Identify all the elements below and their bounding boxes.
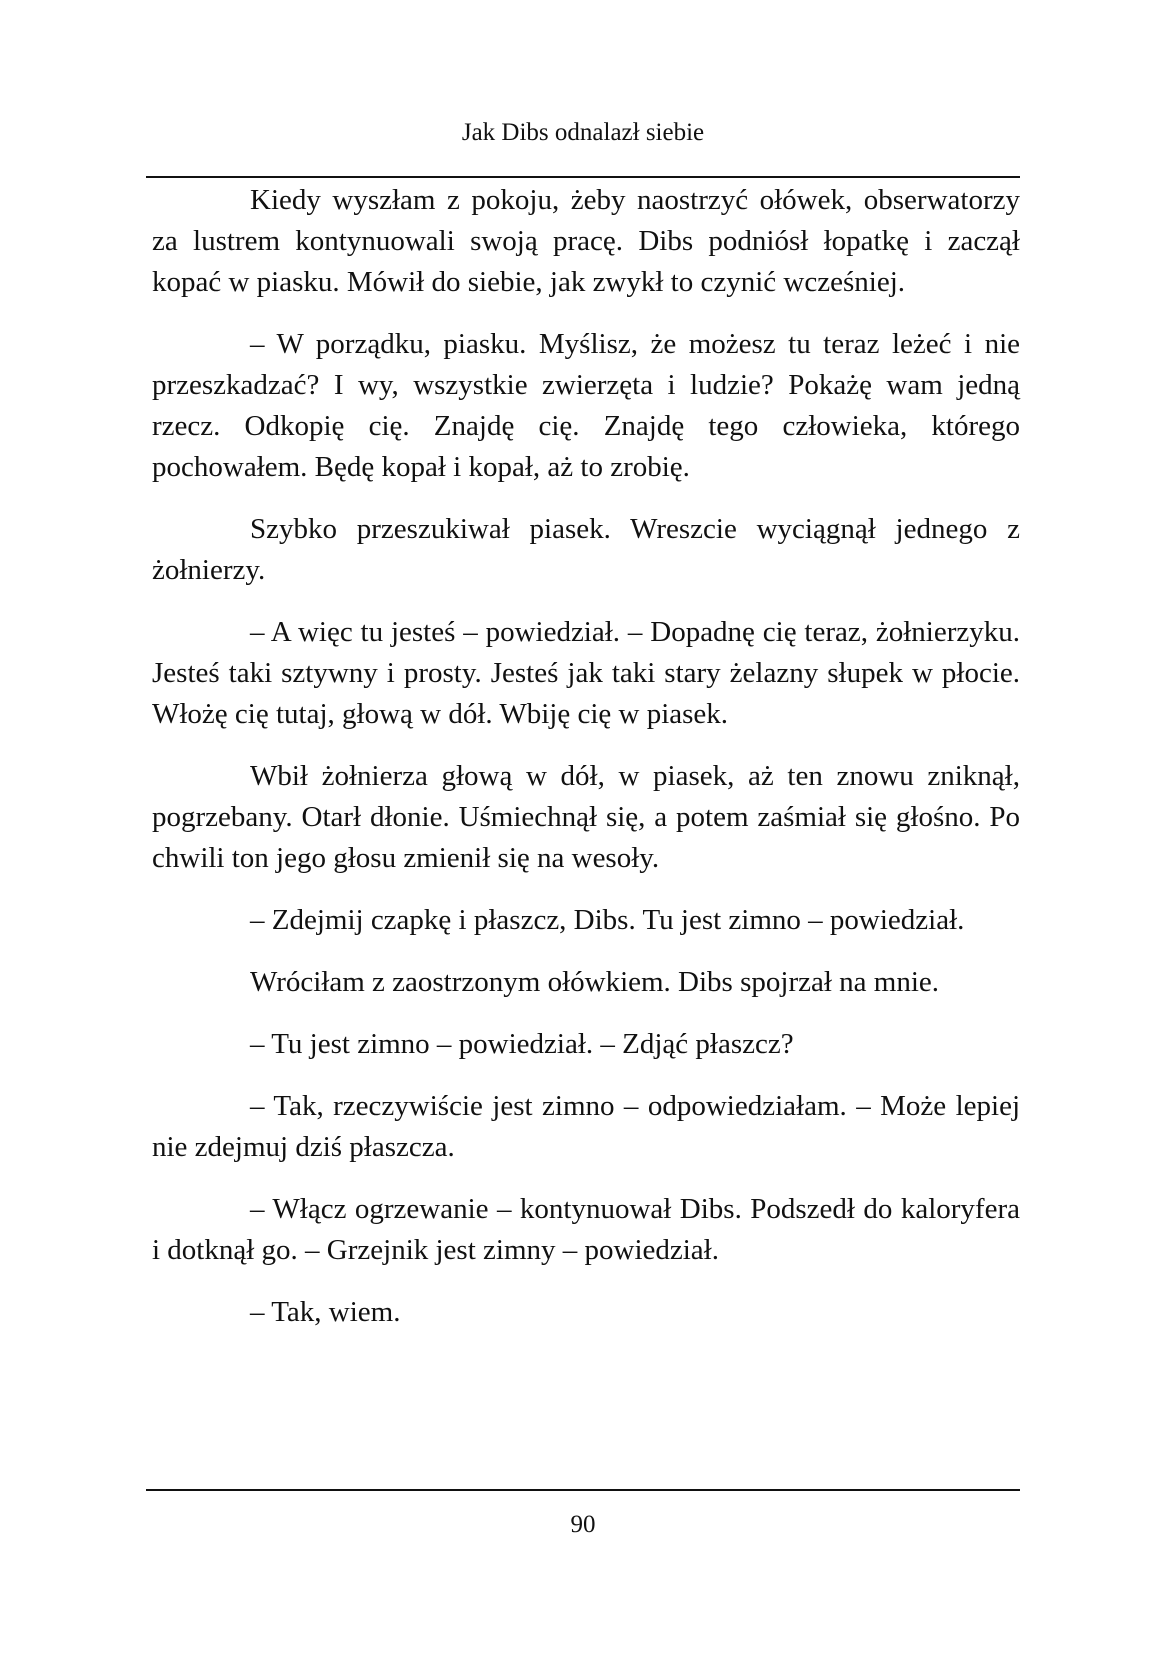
page-number: 90 bbox=[570, 1511, 596, 1538]
running-head-title: Jak Dibs odnalazł siebie bbox=[461, 119, 705, 146]
footer-rule bbox=[146, 1489, 1020, 1491]
paragraph: Szybko przeszukiwał piasek. Wreszcie wyciągnął jednego z żołnierzy. bbox=[152, 513, 1020, 586]
header-rule bbox=[146, 176, 1020, 178]
paragraph: – Tak, rzeczywiście jest zimno – odpowiedziałam. – Może lepiej nie zdejmuj dziś płaszcza. bbox=[152, 1090, 1020, 1163]
paragraph: Wbił żołnierza głową w dół, w piasek, aż ten znowu zniknął, pogrzebany. Otarł dłonie. Uśmiechnął się, a potem zaśmiał się głośno. Po chwili ton jego głosu zmienił się na wesoły. bbox=[152, 760, 1020, 874]
body-text bbox=[152, 180, 1020, 1354]
paragraph: Kiedy wyszłam z pokoju, żeby naostrzyć ołówek, obserwatorzy za lustrem kontynuowali swoją pracę. Dibs podniósł łopatkę i zaczął kopać w piasku. Mówił do siebie, jak zwykł to czynić wcześniej. bbox=[152, 184, 1020, 298]
paragraph: – A więc tu jesteś – powiedział. – Dopadnę cię teraz, żołnierzyku. Jesteś taki sztywny i prosty. Jesteś jak taki stary żelazny słupek w płocie. Włożę cię tutaj, głową w dół. Wbiję cię w piasek. bbox=[152, 616, 1020, 730]
paragraph: – W porządku, piasku. Myślisz, że możesz tu teraz leżeć i nie przeszkadzać? I wy, wszystkie zwierzęta i ludzie? Pokażę wam jedną rzecz. Odkopię cię. Znajdę cię. Znajdę tego człowieka, którego pochowałem. Będę kopał i kopał, aż to zrobię. bbox=[152, 328, 1020, 483]
paragraph: – Tu jest zimno – powiedział. – Zdjąć płaszcz? bbox=[250, 1028, 794, 1060]
paragraph: – Włącz ogrzewanie – kontynuował Dibs. Podszedł do kaloryfera i dotknął go. – Grzejnik jest zimny – powiedział. bbox=[152, 1193, 1020, 1266]
paragraph: Wróciłam z zaostrzonym ołówkiem. Dibs spojrzał na mnie. bbox=[250, 966, 940, 998]
paragraph: – Zdejmij czapkę i płaszcz, Dibs. Tu jest zimno – powiedział. bbox=[250, 904, 965, 936]
paragraph: – Tak, wiem. bbox=[250, 1296, 401, 1328]
